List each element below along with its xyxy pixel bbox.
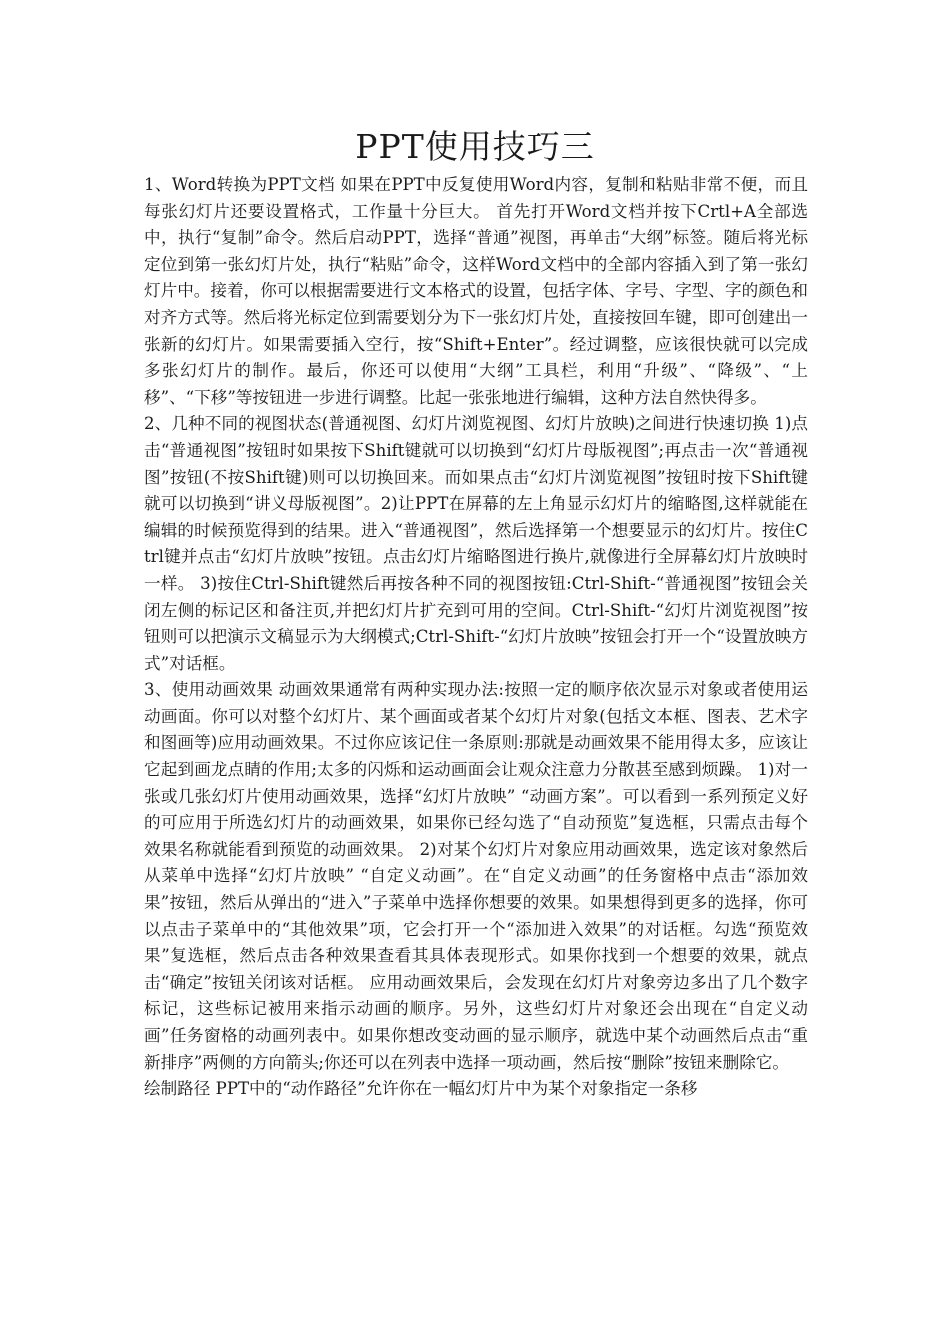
paragraph-view-switching: 2、几种不同的视图状态(普通视图、幻灯片浏览视图、幻灯片放映)之间进行快速切换 1)点击“普通视图”按钮时如果按下Shift键就可以切换到“幻灯片母版视图”;再点击一次“普通视图”按钮(不按Shift键)则可以切换回来。而如果点击“幻灯片浏览视图”按钮时按下Shift键就可以切换到“讲义母版视图”。2)让PPT在屏幕的左上角显示幻灯片的缩略图,这样就能在编辑的时候预览得到的结果。进入“普通视图”，然后选择第一个想要显示的幻灯片。按住Ctrl键并点击“幻灯片放映”按钮。点击幻灯片缩略图进行换片,就像进行全屏幕幻灯片放映时一样。 3)按住Ctrl-Shift键然后再按各种不同的视图按钮:Ctrl-Shift-“普通视图”按钮会关闭左侧的标记区和备注页,并把幻灯片扩充到可用的空间。Ctrl-Shift-“幻灯片浏览视图”按钮则可以把演示文稿显示为大纲模式;Ctrl-Shift-“幻灯片放映”按钮会打开一个“设置放映方式”对话框。	[144, 414, 808, 673]
document-title: PPT使用技巧三	[355, 127, 595, 166]
paragraph-motion-path: 绘制路径 PPT中的“动作路径”允许你在一幅幻灯片中为某个对象指定一条移	[144, 1079, 698, 1099]
paragraph-word-to-ppt: 1、Word转换为PPT文档 如果在PPT中反复使用Word内容，复制和粘贴非常不便，而且每张幻灯片还要设置格式，工作量十分巨大。 首先打开Word文档并按下Crtl+A全部选中，执行“复制”命令。然后启动PPT，选择“普通”视图，再单击“大纲”标签。随后将光标定位到第一张幻灯片处，执行“粘贴”命令，这样Word文档中的全部内容插入到了第一张幻灯片中。接着，你可以根据需要进行文本格式的设置，包括字体、字号、字型、字的颜色和对齐方式等。然后将光标定位到需要划分为下一张幻灯片处，直接按回车键，即可创建出一张新的幻灯片。如果需要插入空行，按“Shift+Enter”。经过调整，应该很快就可以完成多张幻灯片的制作。最后，你还可以使用“大纲”工具栏，利用“升级”、“降级”、“上移”、“下移”等按钮进一步进行调整。比起一张张地进行编辑，这种方法自然快得多。	[144, 175, 808, 407]
document-body	[144, 172, 808, 1103]
paragraph-animation-effects: 3、使用动画效果 动画效果通常有两种实现办法:按照一定的顺序依次显示对象或者使用运动画面。你可以对整个幻灯片、某个画面或者某个幻灯片对象(包括文本框、图表、艺术字和图画等)应用动画效果。不过你应该记住一条原则:那就是动画效果不能用得太多，应该让它起到画龙点睛的作用;太多的闪烁和运动画面会让观众注意力分散甚至感到烦躁。 1)对一张或几张幻灯片使用动画效果，选择“幻灯片放映” “动画方案”。可以看到一系列预定义好的可应用于所选幻灯片的动画效果，如果你已经勾选了“自动预览”复选框，只需点击每个效果名称就能看到预览的动画效果。 2)对某个幻灯片对象应用动画效果，选定该对象然后从菜单中选择“幻灯片放映” “自定义动画”。在“自定义动画”的任务窗格中点击“添加效果”按钮，然后从弹出的“进入”子菜单中选择你想要的效果。如果想得到更多的选择，你可以点击子菜单中的“其他效果”项，它会打开一个“添加进入效果”的对话框。勾选“预览效果”复选框，然后点击各种效果查看其具体表现形式。如果你找到一个想要的效果，就点击“确定”按钮关闭该对话框。 应用动画效果后，会发现在幻灯片对象旁边多出了几个数字标记，这些标记被用来指示动画的顺序。另外，这些幻灯片对象还会出现在“自定义动画”任务窗格的动画列表中。如果你想改变动画的显示顺序，就选中某个动画然后点击“重新排序”两侧的方向箭头;你还可以在列表中选择一项动画，然后按“删除”按钮来删除它。	[144, 680, 808, 1072]
